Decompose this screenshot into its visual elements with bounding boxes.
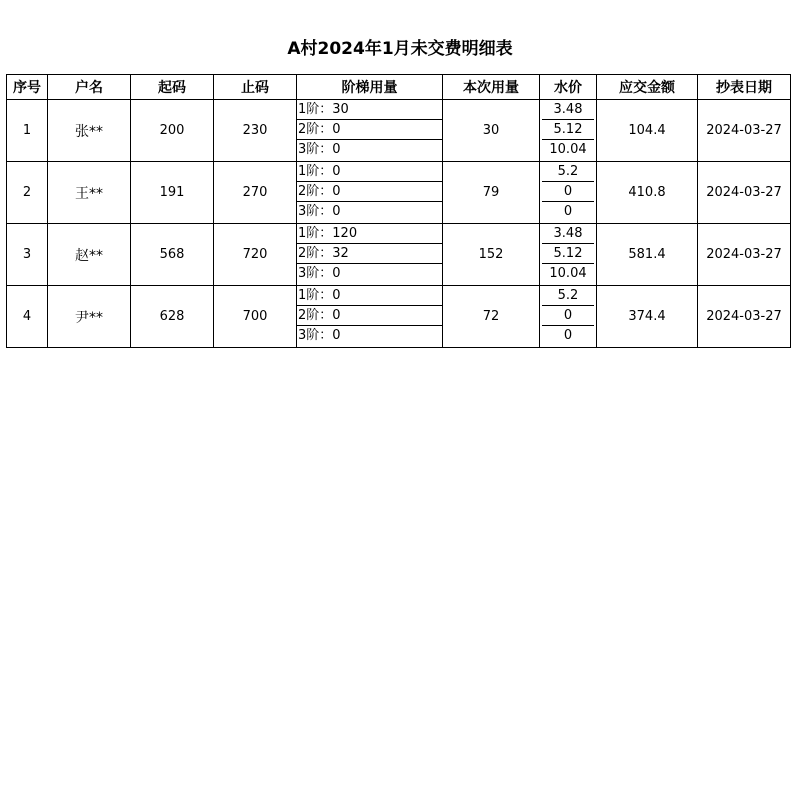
cell-prices [540, 286, 597, 348]
price-1: 3.48 [542, 224, 594, 244]
tier-1: 1阶：30 [297, 100, 442, 120]
cell-date: 2024-03-27 [698, 224, 791, 286]
price-2: 0 [542, 306, 594, 326]
cell-prices [540, 100, 597, 162]
table-row [7, 100, 791, 162]
price-3: 10.04 [549, 266, 587, 281]
cell-end: 230 [214, 100, 297, 162]
cell-date: 2024-03-27 [698, 286, 791, 348]
cell-date: 2024-03-27 [698, 100, 791, 162]
cell-amount: 104.4 [597, 100, 698, 162]
cell-usage: 72 [443, 286, 540, 348]
tier-1: 1阶：120 [297, 224, 442, 244]
price-2: 5.12 [542, 120, 594, 140]
header-name: 户名 [48, 75, 131, 100]
cell-usage: 79 [443, 162, 540, 224]
cell-usage: 30 [443, 100, 540, 162]
cell-index: 3 [7, 224, 48, 286]
tier-3: 3阶：0 [298, 204, 341, 219]
cell-tiers [297, 286, 443, 348]
cell-amount: 374.4 [597, 286, 698, 348]
cell-end: 720 [214, 224, 297, 286]
price-1: 5.2 [542, 162, 594, 182]
tier-2: 2阶：0 [297, 182, 442, 202]
table-row [7, 224, 791, 286]
cell-prices [540, 224, 597, 286]
cell-tiers [297, 224, 443, 286]
tier-3: 3阶：0 [298, 328, 341, 343]
tier-1: 1阶：0 [297, 162, 442, 182]
cell-index: 2 [7, 162, 48, 224]
header-amount: 应交金额 [597, 75, 698, 100]
arrears-table [6, 74, 791, 348]
tier-3: 3阶：0 [298, 266, 341, 281]
cell-start: 191 [131, 162, 214, 224]
cell-start: 200 [131, 100, 214, 162]
page-title: A村2024年1月未交费明细表 [287, 39, 513, 59]
cell-end: 700 [214, 286, 297, 348]
tier-1: 1阶：0 [297, 286, 442, 306]
price-3: 0 [563, 328, 573, 343]
cell-index: 1 [7, 100, 48, 162]
cell-name: 赵** [48, 224, 131, 286]
cell-usage: 152 [443, 224, 540, 286]
cell-amount: 581.4 [597, 224, 698, 286]
tier-3: 3阶：0 [298, 142, 341, 157]
price-1: 5.2 [542, 286, 594, 306]
header-date: 抄表日期 [698, 75, 791, 100]
cell-date: 2024-03-27 [698, 162, 791, 224]
tier-2: 2阶：0 [297, 120, 442, 140]
cell-index: 4 [7, 286, 48, 348]
cell-amount: 410.8 [597, 162, 698, 224]
tier-2: 2阶：0 [297, 306, 442, 326]
cell-name: 张** [48, 100, 131, 162]
header-start-reading: 起码 [131, 75, 214, 100]
cell-name: 王** [48, 162, 131, 224]
cell-prices [540, 162, 597, 224]
cell-start: 628 [131, 286, 214, 348]
cell-name: 尹** [48, 286, 131, 348]
cell-end: 270 [214, 162, 297, 224]
header-usage: 本次用量 [443, 75, 540, 100]
table-row [7, 162, 791, 224]
header-price: 水价 [540, 75, 597, 100]
price-2: 0 [542, 182, 594, 202]
header-index: 序号 [7, 75, 48, 100]
cell-start: 568 [131, 224, 214, 286]
price-3: 0 [563, 204, 573, 219]
price-3: 10.04 [549, 142, 587, 157]
header-row [7, 75, 791, 100]
tier-2: 2阶：32 [297, 244, 442, 264]
price-2: 5.12 [542, 244, 594, 264]
header-tier-usage: 阶梯用量 [297, 75, 443, 100]
table-row [7, 286, 791, 348]
price-1: 3.48 [542, 100, 594, 120]
header-end-reading: 止码 [214, 75, 297, 100]
cell-tiers [297, 100, 443, 162]
cell-tiers [297, 162, 443, 224]
